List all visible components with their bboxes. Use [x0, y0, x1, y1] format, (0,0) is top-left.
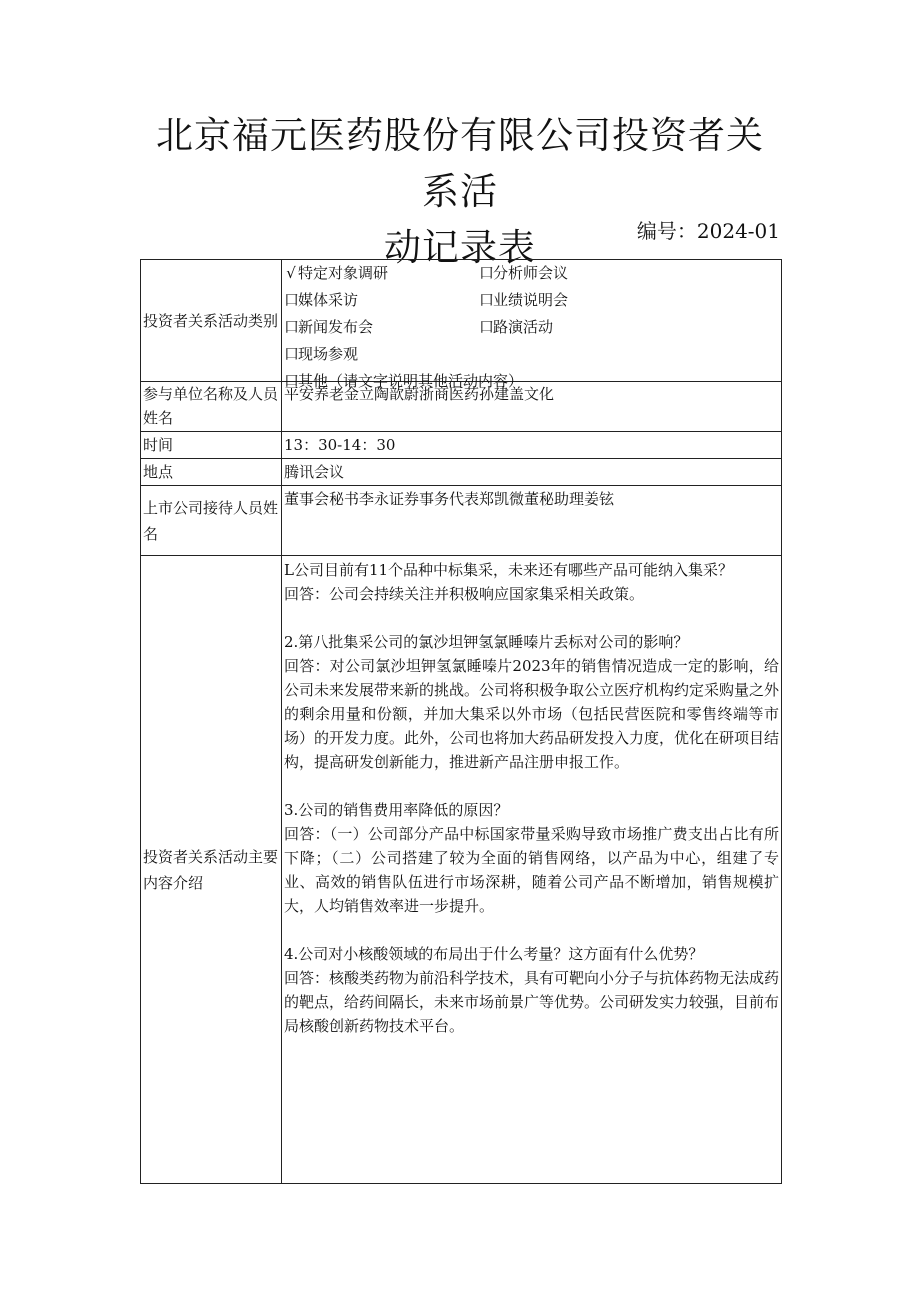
- row-reception: [141, 486, 782, 556]
- checkbox-icon: 口: [479, 291, 495, 309]
- document-number: 编号：2024-01: [636, 219, 780, 243]
- option-label: 新闻发布会: [298, 318, 374, 336]
- option-label: 其他（请文字说明其他活动内容）: [298, 372, 524, 390]
- question-text: 2.第八批集采公司的氯沙坦钾氢氯睡嗪片丢标对公司的影响？: [284, 633, 689, 651]
- option-label: 业绩说明会: [493, 291, 569, 309]
- main-content-label: 投资者关系活动主要内容介绍: [141, 556, 282, 1184]
- qa-item: [284, 558, 779, 606]
- row-activity-type: [141, 260, 782, 382]
- qa-item: [284, 798, 779, 918]
- reception-value: 董事会秘书李永证券事务代表郑凯微董秘助理姜铉: [282, 486, 782, 556]
- answer-text: 回答：（一）公司部分产品中标国家带量采购导致市场推广费支出占比有所下降；（二）公司搭建了较为全面的销售网络，以产品为中心，组建了专业、高效的销售队伍进行市场深耕，随着公司产品不断增加，销售规模扩大，人均销售效率进一步提升。: [284, 825, 779, 915]
- checkbox-icon: 口: [284, 345, 300, 363]
- row-location: [141, 459, 782, 486]
- option-special-research[interactable]: [284, 260, 479, 287]
- row-time: [141, 432, 782, 459]
- option-label: 路演活动: [493, 318, 554, 336]
- check-mark-icon: √: [286, 264, 296, 282]
- option-label: 媒体采访: [298, 291, 359, 309]
- qa-item: [284, 630, 779, 774]
- participants-value: 平安养老金立陶歆蔚浙商医药孙建盖文化: [282, 382, 782, 432]
- time-label: 时间: [141, 432, 282, 459]
- document-title: [140, 108, 780, 276]
- option-analyst-meeting[interactable]: [479, 260, 679, 287]
- time-value: 13：30-14：30: [282, 432, 782, 459]
- location-label: 地点: [141, 459, 282, 486]
- option-site-visit[interactable]: [284, 341, 679, 368]
- option-label: 特定对象调研: [298, 264, 389, 282]
- question-text: 4.公司对小核酸领域的布局出于什么考量？这方面有什么优势？: [284, 945, 704, 963]
- option-press-conference[interactable]: [284, 314, 479, 341]
- activity-type-label: 投资者关系活动类别: [141, 260, 282, 382]
- location-value: 腾讯会议: [282, 459, 782, 486]
- option-label: 分析师会议: [493, 264, 569, 282]
- activity-type-options: [282, 260, 782, 390]
- option-earnings-briefing[interactable]: [479, 287, 679, 314]
- row-main-content: [141, 556, 782, 1184]
- checkbox-icon: 口: [284, 291, 300, 309]
- title-line-1: 北京福元医药股份有限公司投资者关系活: [156, 114, 764, 213]
- answer-text: 回答：对公司氯沙坦钾氢氯睡嗪片2023年的销售情况造成一定的影响，给公司未来发展带来新的挑战。公司将积极争取公立医疗机构约定采购量之外的剩余用量和份额，并加大集采以外市场（包括民营医院和零售终端等市场）的开发力度。此外，公司也将加大药品研发投入力度，优化在研项目结构，提高研发创新能力，推进新产品注册申报工作。: [284, 657, 780, 771]
- question-text: L公司目前有11个品种中标集采，未来还有哪些产品可能纳入集采？: [284, 561, 734, 579]
- checkbox-icon: 口: [284, 318, 300, 336]
- row-participants: [141, 382, 782, 432]
- answer-text: 回答：核酸类药物为前沿科学技术，具有可靶向小分子与抗体药物无法成药的靶点，给药间隔长，未来市场前景广等优势。公司研发实力较强，目前布局核酸创新药物技术平台。: [284, 969, 780, 1035]
- option-label: 现场参观: [298, 345, 359, 363]
- answer-text: 回答：公司会持续关注并积极响应国家集采相关政策。: [284, 585, 645, 603]
- record-table: [140, 259, 782, 1184]
- checkbox-icon: 口: [284, 372, 300, 390]
- question-text: 3.公司的销售费用率降低的原因？: [284, 801, 509, 819]
- checkbox-icon: 口: [479, 318, 495, 336]
- title-line-2: 动记录表: [384, 226, 536, 269]
- option-media-interview[interactable]: [284, 287, 479, 314]
- option-roadshow[interactable]: [479, 314, 679, 341]
- participants-label: 参与单位名称及人员姓名: [141, 382, 282, 432]
- qa-item: [284, 942, 779, 1038]
- checkbox-icon: 口: [479, 264, 495, 282]
- main-content-body: [282, 556, 782, 1184]
- reception-label: 上市公司接待人员姓名: [141, 486, 282, 556]
